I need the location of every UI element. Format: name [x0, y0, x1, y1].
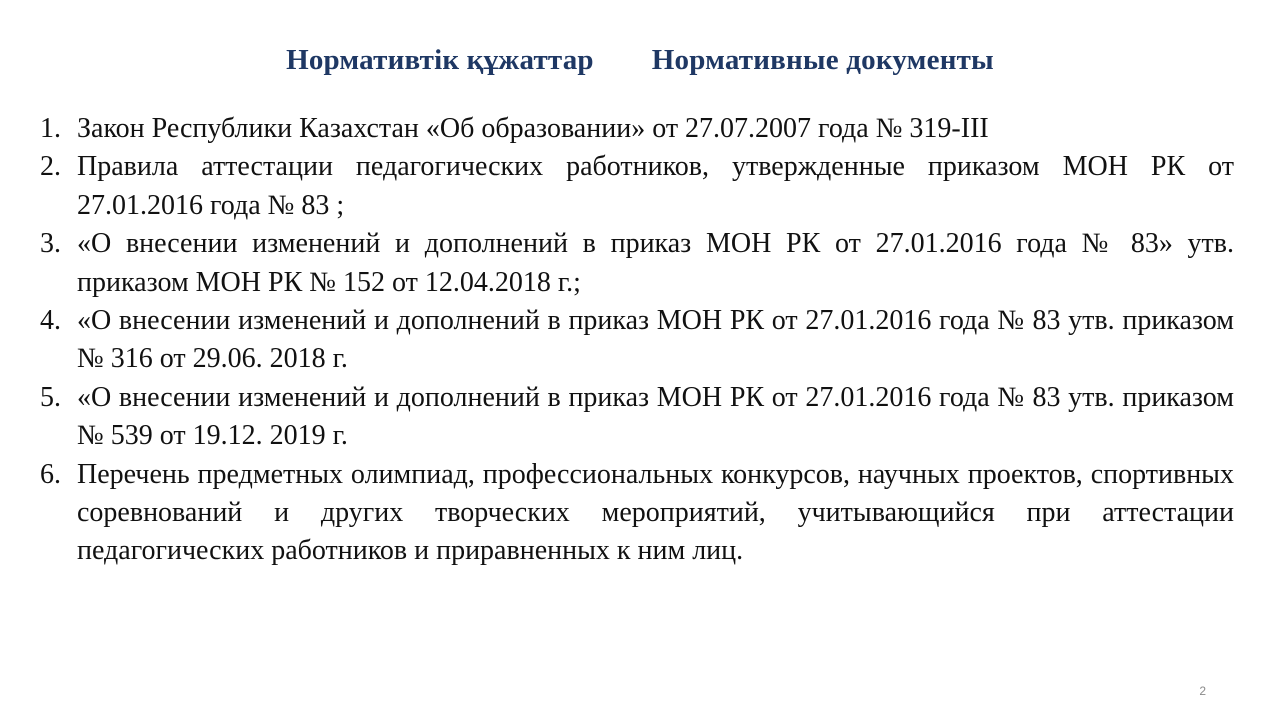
- list-item-number: 1.: [40, 113, 61, 144]
- list-item-text: Перечень предметных олимпиад, профессиональных конкурсов, научных проектов, спортивных соревнований и других творческих мероприятий, учитывающийся при аттестации педагогических работников и приравненных к ним лиц.: [77, 458, 1234, 567]
- list-item-text: Закон Республики Казахстан «Об образовании» от 27.07.2007 года № 319-III: [77, 113, 989, 144]
- list-item: [40, 110, 1234, 148]
- list-item-text: «О внесении изменений и дополнений в приказ МОН РК от 27.01.2016 года № 83 утв. приказом № 316 от 29.06. 2018 г.: [77, 305, 1234, 375]
- list-item-number: 2.: [40, 151, 61, 183]
- list-item-text: «О внесении изменений и дополнений в приказ МОН РК от 27.01.2016 года № 83» утв. приказом МОН РК № 152 от 12.04.2018 г.;: [77, 228, 1234, 298]
- list-item: [40, 379, 1234, 456]
- list-item-number: 6.: [40, 458, 61, 490]
- list-item: [40, 148, 1234, 225]
- page-title: [0, 44, 1280, 77]
- list-item: [40, 225, 1234, 302]
- list-item-number: 4.: [40, 305, 61, 337]
- page-number: 2: [1199, 684, 1206, 698]
- list-item: [40, 302, 1234, 379]
- list-item-number: 3.: [40, 228, 61, 260]
- list-item-text: Правила аттестации педагогических работников, утвержденные приказом МОН РК от 27.01.2016 года № 83 ;: [77, 151, 1234, 221]
- list-item-text: «О внесении изменений и дополнений в приказ МОН РК от 27.01.2016 года № 83 утв. приказом № 539 от 19.12. 2019 г.: [77, 381, 1234, 452]
- title-kazakh: Нормативтік құжаттар: [286, 44, 594, 76]
- documents-list: [40, 110, 1234, 571]
- list-item-number: 5.: [40, 381, 61, 413]
- title-russian: Нормативные документы: [651, 44, 994, 76]
- list-item: [40, 456, 1234, 571]
